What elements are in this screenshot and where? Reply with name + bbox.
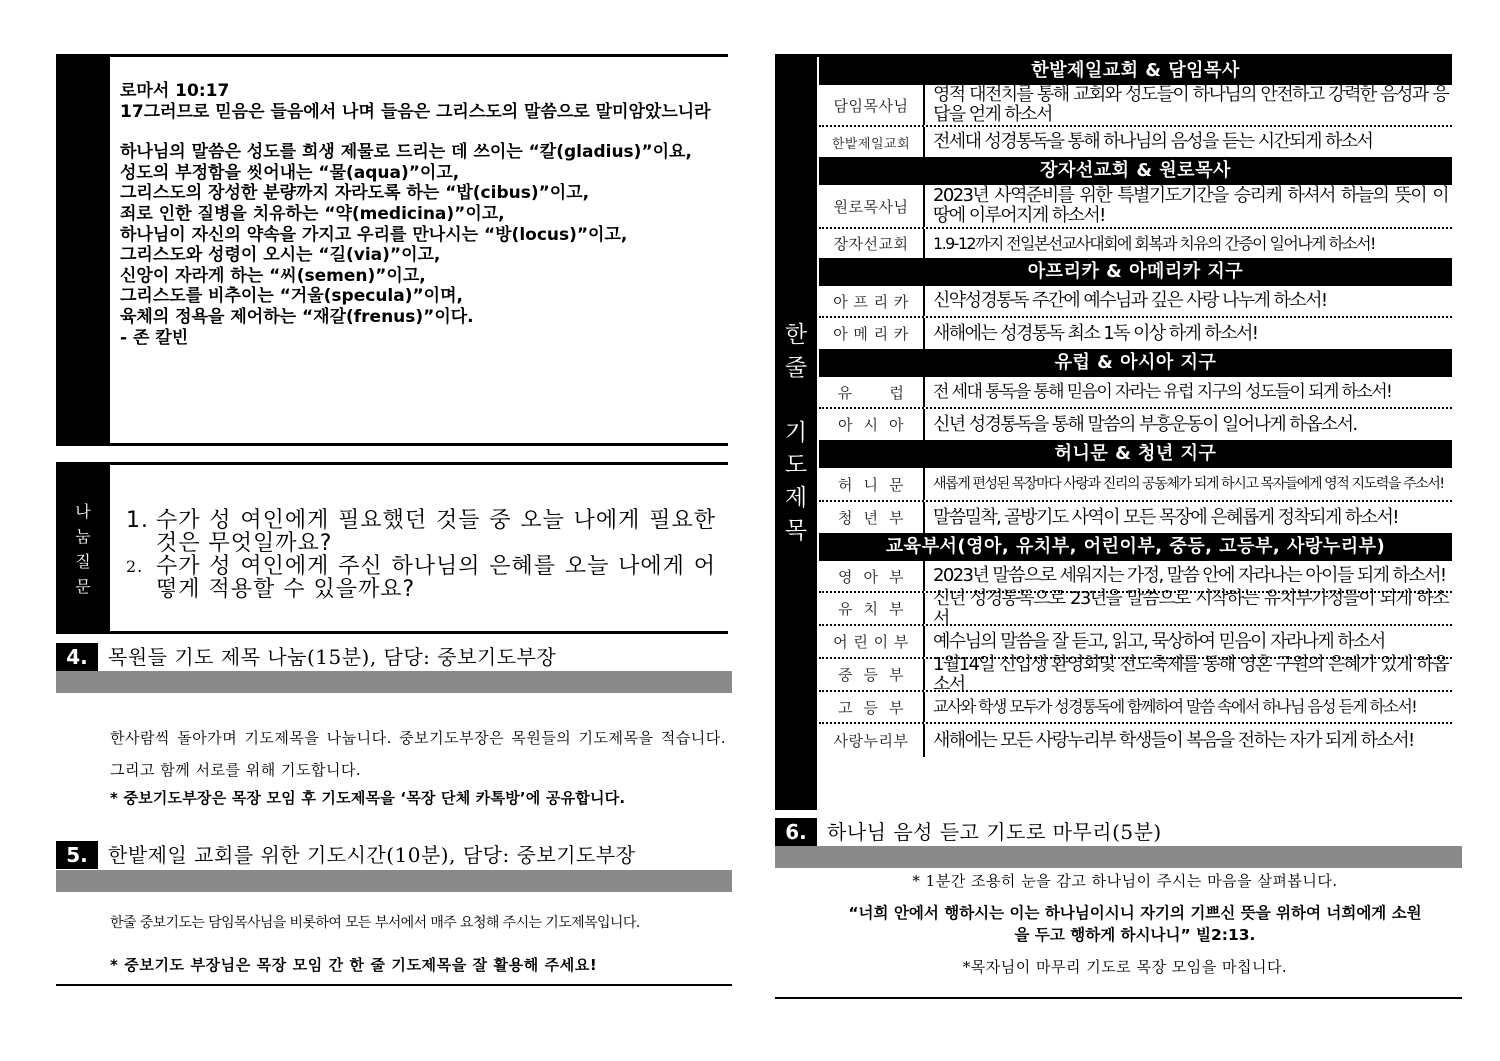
- section-divider-bar: [775, 846, 1462, 868]
- section-number: 4.: [56, 643, 98, 671]
- question-item: [126, 509, 716, 555]
- prayer-row: [819, 85, 1452, 127]
- prayer-row: [819, 229, 1452, 258]
- section-4-body: 한사람씩 돌아가며 기도제목을 나눕니다. 중보기도부장은 목원들의 기도제목을 적습니다. 그리고 함께 서로를 위해 기도합니다.: [110, 729, 726, 779]
- prayer-row: [819, 692, 1452, 724]
- prayer-row: [819, 587, 1452, 629]
- section-number: 6.: [775, 818, 817, 846]
- row-text: 말씀밀착, 골방기도 사역이 모든 목장에 은혜롭게 정착되게 하소서!: [933, 506, 1398, 528]
- row-label: 유 치 부: [819, 593, 925, 624]
- row-text: 전세대 성경통독을 통해 하나님의 음성을 듣는 시간되게 하소서: [933, 131, 1373, 152]
- row-text: 새해에는 성경통독 최소 1독 이상 하게 하소서!: [933, 322, 1258, 344]
- row-label: 원로목사님: [819, 185, 925, 227]
- row-text: 교사와 학생 모두가 성경통독에 함께하여 말씀 속에서 하나님 음성 듣게 하소서!: [933, 697, 1417, 716]
- row-label: 한밭제일교회: [819, 127, 925, 157]
- prayer-row: [819, 377, 1452, 409]
- closing-verse: “너희 안에서 행하시는 이는 하나님이시니 자기의 기쁘신 뜻을 위하여 너희에게 소원을 두고 행하게 하시나니” 빌2:13.: [848, 904, 1422, 944]
- prayer-bar-label: 한 줄 기 도 제 목: [784, 322, 808, 544]
- row-label: 사랑누리부: [819, 724, 925, 757]
- row-text: 예수님의 말씀을 잘 듣고, 읽고, 묵상하여 믿음이 자라나게 하소서: [933, 630, 1385, 652]
- question-item: [126, 555, 716, 601]
- row-label: 아 프 리 카: [819, 286, 925, 316]
- prayer-row: [819, 502, 1452, 533]
- bottom-rule: [775, 997, 1462, 999]
- verse-reference: 로마서 10:17: [120, 81, 230, 101]
- row-label: 중 등 부: [819, 659, 925, 690]
- row-label: 담임목사님: [819, 85, 925, 125]
- question-list: [126, 509, 716, 601]
- row-text: 신약성경통독 주간에 예수님과 깊은 사랑 나누게 하소서!: [933, 290, 1327, 311]
- prayer-row: [819, 286, 1452, 318]
- group-header: 한밭제일교회 & 담임목사: [819, 57, 1452, 85]
- prayer-row: [819, 724, 1452, 757]
- closing-note: *목자님이 마무리 기도로 목장 모임을 마칩니다.: [962, 958, 1288, 976]
- verse-side-bar: [56, 57, 110, 443]
- question-number: 1.: [126, 508, 149, 533]
- row-label: 아 메 리 카: [819, 318, 925, 349]
- row-text: 전 세대 통독을 통해 믿음이 자라는 유럽 지구의 성도들이 되게 하소서!: [933, 382, 1392, 402]
- bottom-rule: [56, 984, 732, 986]
- section-5-note: * 중보기도 부장님은 목장 모임 간 한 줄 기도제목을 잘 활용해 주세요!: [110, 956, 598, 974]
- section-divider-bar: [56, 870, 732, 892]
- row-label: 장자선교회: [819, 229, 925, 258]
- prayer-row: [819, 318, 1452, 349]
- section-number: 5.: [56, 841, 98, 869]
- section-5-body: 한줄 중보기도는 담임목사님을 비롯하여 모든 부서에서 매주 요청해 주시는 기도제목입니다.: [110, 915, 640, 931]
- section-4-header: [56, 643, 732, 673]
- verse-text: [120, 81, 718, 348]
- one-line-prayer-box: [775, 54, 1452, 810]
- right-column: [775, 0, 1465, 1061]
- row-text: 2023년 말씀으로 세워지는 가정, 말씀 안에 자라나는 아이들 되게 하소서!: [933, 565, 1446, 586]
- group-header: 허니문 & 청년 지구: [819, 440, 1452, 468]
- prayer-row: [819, 185, 1452, 229]
- row-text: 새해에는 모든 사랑누리부 학생들이 복음을 전하는 자가 되게 하소서!: [933, 729, 1414, 751]
- verse-box: [56, 54, 728, 446]
- row-label: 영 아 부: [819, 561, 925, 591]
- section-6-header: [775, 818, 1465, 848]
- section-title: 하나님 음성 듣고 기도로 마무리(5분): [827, 820, 1162, 844]
- row-text: 신년 성경통독을 통해 말씀의 부흥운동이 일어나게 하옵소서.: [933, 413, 1357, 435]
- group-header: 유럽 & 아시아 지구: [819, 349, 1452, 377]
- row-text: 새롭게 편성된 목장마다 사랑과 진리의 공동체가 되게 하시고 목자들에게 영적 지도력을 주소서!: [933, 476, 1444, 492]
- section-title: 목원들 기도 제목 나눔(15분), 담당: 중보기도부장: [108, 645, 557, 669]
- questions-bar-label: 나 눔 질 문: [75, 502, 91, 596]
- row-label: 아 시 아: [819, 409, 925, 440]
- question-text: 수가 성 여인에게 필요했던 것들 중 오늘 나에게 필요한 것은 무엇일까요?: [156, 508, 716, 556]
- prayer-row: [819, 409, 1452, 440]
- question-number: 2.: [126, 557, 144, 576]
- row-label: 고 등 부: [819, 692, 925, 722]
- section-4-note: * 중보기도부장은 목장 모임 후 기도제목을 ‘목장 단체 카톡방’에 공유합니다.: [110, 789, 626, 807]
- prayer-row: [819, 127, 1452, 157]
- sharing-questions-box: [56, 462, 728, 634]
- section-title: 한밭제일 교회를 위한 기도시간(10분), 담당: 중보기도부장: [108, 843, 636, 867]
- row-label: 청 년 부: [819, 502, 925, 533]
- row-label: 어 린 이 부: [819, 626, 925, 657]
- row-text: 1월14일 신입생 환영회및 전도축제를 통해 영혼 구원의 은혜가 있게 하옵소서: [933, 653, 1448, 695]
- row-text: 영적 대전치를 통해 교회와 성도들이 하나님의 안전하고 강력한 음성과 응답을 얻게 하소서: [933, 84, 1448, 125]
- verse-line: 17그러므로 믿음은 들음에서 나며 들음은 그리스도의 말씀으로 말미암았느니라: [120, 101, 711, 122]
- prayer-table: [819, 57, 1452, 757]
- section-divider-bar: [56, 671, 732, 693]
- group-header: 교육부서(영아, 유치부, 어린이부, 중등, 고등부, 사랑누리부): [819, 533, 1452, 561]
- row-text: 2023년 사역준비를 위한 특별기도기간을 승리케 하셔서 하늘의 뜻이 이 땅에 이루어지게 하소서!: [933, 185, 1448, 226]
- prayer-row: [819, 468, 1452, 502]
- row-label: 유 럽: [819, 377, 925, 407]
- group-header: 아프리카 & 아메리카 지구: [819, 258, 1452, 286]
- calvin-quote: 하나님의 말씀은 성도를 희생 제물로 드리는 데 쓰이는 “칼(gladius)”이요, 성도의 부정함을 씻어내는 “물(aqua)”이고, 그리스도의 장성한 분량까지 자라도록 하는 “밥(cibus)”이고, 죄로 인한 질병을 치유하는 “약(medicina)”이고, 하나님이 자신의 약속을 가지고 우리를 만나시는 “방(locus)”이고, 그리스도와 성령이 오시는 “길(via)”이고, 신앙이 자라게 하는 “씨(semen)”이고, 그리스도를 비추이는 “거울(specula)”이며, 육체의 정욕을 제어하는 “재갈(frenus)”이다. - 존 칼빈: [120, 142, 692, 348]
- questions-side-bar: [56, 465, 110, 631]
- group-header: 장자선교회 & 원로목사: [819, 157, 1452, 185]
- row-text: 신년 성경통독으로 23년을 말씀으로 시작하는 유치부가정들이 되게 하소서: [933, 587, 1448, 629]
- prayer-side-bar: [775, 57, 817, 810]
- row-text: 1.9-12까지 전일본선교사대회에 회복과 치유의 간증이 일어나게 하소서!: [933, 233, 1375, 253]
- row-label: 허 니 문: [819, 468, 925, 500]
- question-text: 수가 성 여인에게 주신 하나님의 은혜를 오늘 나에게 어떻게 적용할 수 있을까요?: [156, 554, 716, 602]
- prayer-row: [819, 653, 1452, 695]
- left-column: [56, 0, 732, 1061]
- section-5-header: [56, 841, 732, 871]
- silent-prayer-note: * 1분간 조용히 눈을 감고 하나님이 주시는 마음을 살펴봅니다.: [912, 872, 1338, 890]
